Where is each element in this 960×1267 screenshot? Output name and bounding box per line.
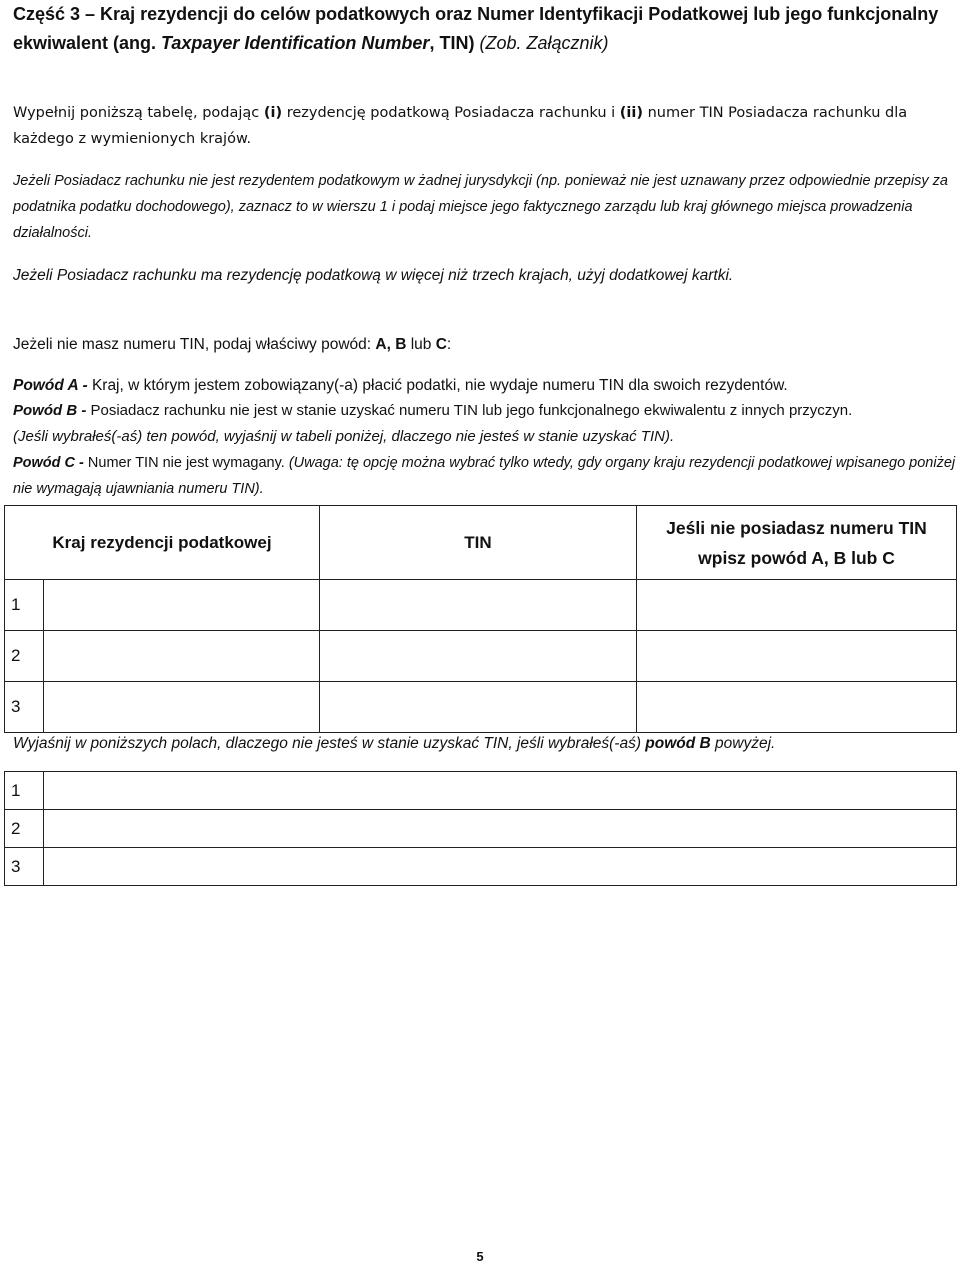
- reason-b-note: (Jeśli wybrałeś(-aś) ten powód, wyjaśnij w tabeli poniżej, dlaczego nie jesteś w stanie uzyskać TIN).: [13, 428, 675, 445]
- intro-paragraph: [13, 100, 953, 152]
- reason-c-note: (Uwaga: tę opcję można wybrać tylko wtedy, gdy organy kraju rezydencji podatkowej wpisanego poniżej nie wymagają ujawniania numeru TIN).: [13, 455, 956, 497]
- reason-a-label: Powód A -: [13, 377, 92, 394]
- table-row: [5, 580, 957, 631]
- explanation-field-1[interactable]: [44, 772, 957, 810]
- no-tin-or: lub: [406, 336, 436, 353]
- reason-field-2[interactable]: [637, 631, 957, 682]
- heading-tin-abbrev: , TIN): [429, 33, 475, 53]
- reason-c-text: Numer TIN nie jest wymagany.: [87, 455, 289, 471]
- heading-english-term: Taxpayer Identification Number: [161, 33, 430, 53]
- no-tin-options: A, B: [375, 336, 407, 353]
- tin-field-3[interactable]: [320, 682, 637, 733]
- table-row: [5, 772, 957, 810]
- no-tin-instruction: [13, 332, 953, 358]
- explain-prompt-bold: powód B: [645, 735, 711, 752]
- reason-c: [13, 450, 958, 502]
- reason-c-label: Powód C -: [13, 455, 88, 471]
- row-number: 1: [5, 580, 44, 631]
- row-number: 2: [5, 810, 44, 848]
- no-tin-text: Jeżeli nie masz numeru TIN, podaj właściwy powód:: [13, 336, 376, 353]
- header-reason: [637, 506, 957, 580]
- country-field-1[interactable]: [44, 580, 320, 631]
- reason-field-3[interactable]: [637, 682, 957, 733]
- reason-a-text: Kraj, w którym jestem zobowiązany(-a) płacić podatki, nie wydaje numeru TIN dla swoich rezydentów.: [91, 377, 788, 394]
- explain-prompt: [13, 731, 953, 757]
- tin-field-1[interactable]: [320, 580, 637, 631]
- tin-field-2[interactable]: [320, 631, 637, 682]
- intro-text-1: Wypełnij poniższą tabelę, podając: [13, 105, 264, 121]
- intro-marker-ii: (ii): [619, 105, 643, 121]
- row-number: 3: [5, 682, 44, 733]
- table-row: [5, 682, 957, 733]
- reason-a: [13, 373, 953, 399]
- more-countries-note: Jeżeli Posiadacz rachunku ma rezydencję podatkową w więcej niż trzech krajach, użyj dodatkowej kartki.: [13, 267, 734, 284]
- intro-marker-i: (i): [263, 105, 283, 121]
- reason-field-1[interactable]: [637, 580, 957, 631]
- tax-residence-table: [4, 505, 957, 733]
- heading-annex-ref: (Zob. Załącznik): [474, 33, 609, 53]
- intro-text-2: rezydencję podatkową Posiadacza rachunku i: [282, 105, 620, 121]
- explanation-table: [4, 771, 957, 886]
- explain-prompt-text: Wyjaśnij w poniższych polach, dlaczego nie jesteś w stanie uzyskać TIN, jeśli wybrałeś(-aś): [13, 735, 646, 752]
- table-row: [5, 848, 957, 886]
- reason-b-text: Posiadacz rachunku nie jest w stanie uzyskać numeru TIN lub jego funkcjonalnego ekwiwalentu z innych przyczyn.: [90, 402, 853, 419]
- country-field-2[interactable]: [44, 631, 320, 682]
- table-header-row: [5, 506, 957, 580]
- table-row: [5, 810, 957, 848]
- country-field-3[interactable]: [44, 682, 320, 733]
- heading-part-title: Część 3 – Kraj rezydencji do celów podatkowych oraz Numer Identyfikacji Podatkowej lub jego funkcjonalny ekwiwalent (ang.: [13, 4, 939, 53]
- row-number: 3: [5, 848, 44, 886]
- explanation-field-2[interactable]: [44, 810, 957, 848]
- no-tin-option-c: C: [435, 336, 447, 353]
- header-tin: TIN: [320, 506, 637, 580]
- no-tin-colon: :: [446, 336, 452, 353]
- no-residence-note: Jeżeli Posiadacz rachunku nie jest rezydentem podatkowym w żadnej jurysdykcji (np. ponieważ nie jest uznawany przez odpowiednie przepisy za podatnika podatku dochodowego), zaznacz to w wierszu 1 i podaj miejsce jego faktycznego zarządu lub kraj głównego miejsca prowadzenia działalności.: [13, 173, 948, 241]
- reason-b: [13, 398, 953, 424]
- header-reason-line1: Jeśli nie posiadasz numeru TIN: [666, 517, 927, 538]
- table-row: [5, 631, 957, 682]
- explanation-field-3[interactable]: [44, 848, 957, 886]
- explain-prompt-end: powyżej.: [710, 735, 776, 752]
- row-number: 2: [5, 631, 44, 682]
- section-heading: [13, 0, 943, 58]
- intro-text-3: numer TIN Posiadacza rachunku dla każdego z wymienionych krajów.: [13, 105, 908, 147]
- reason-b-label: Powód B -: [13, 402, 91, 419]
- page-number: 5: [476, 1249, 484, 1264]
- header-reason-line2: wpisz powód A, B lub C: [698, 547, 895, 568]
- row-number: 1: [5, 772, 44, 810]
- header-country: Kraj rezydencji podatkowej: [5, 506, 320, 580]
